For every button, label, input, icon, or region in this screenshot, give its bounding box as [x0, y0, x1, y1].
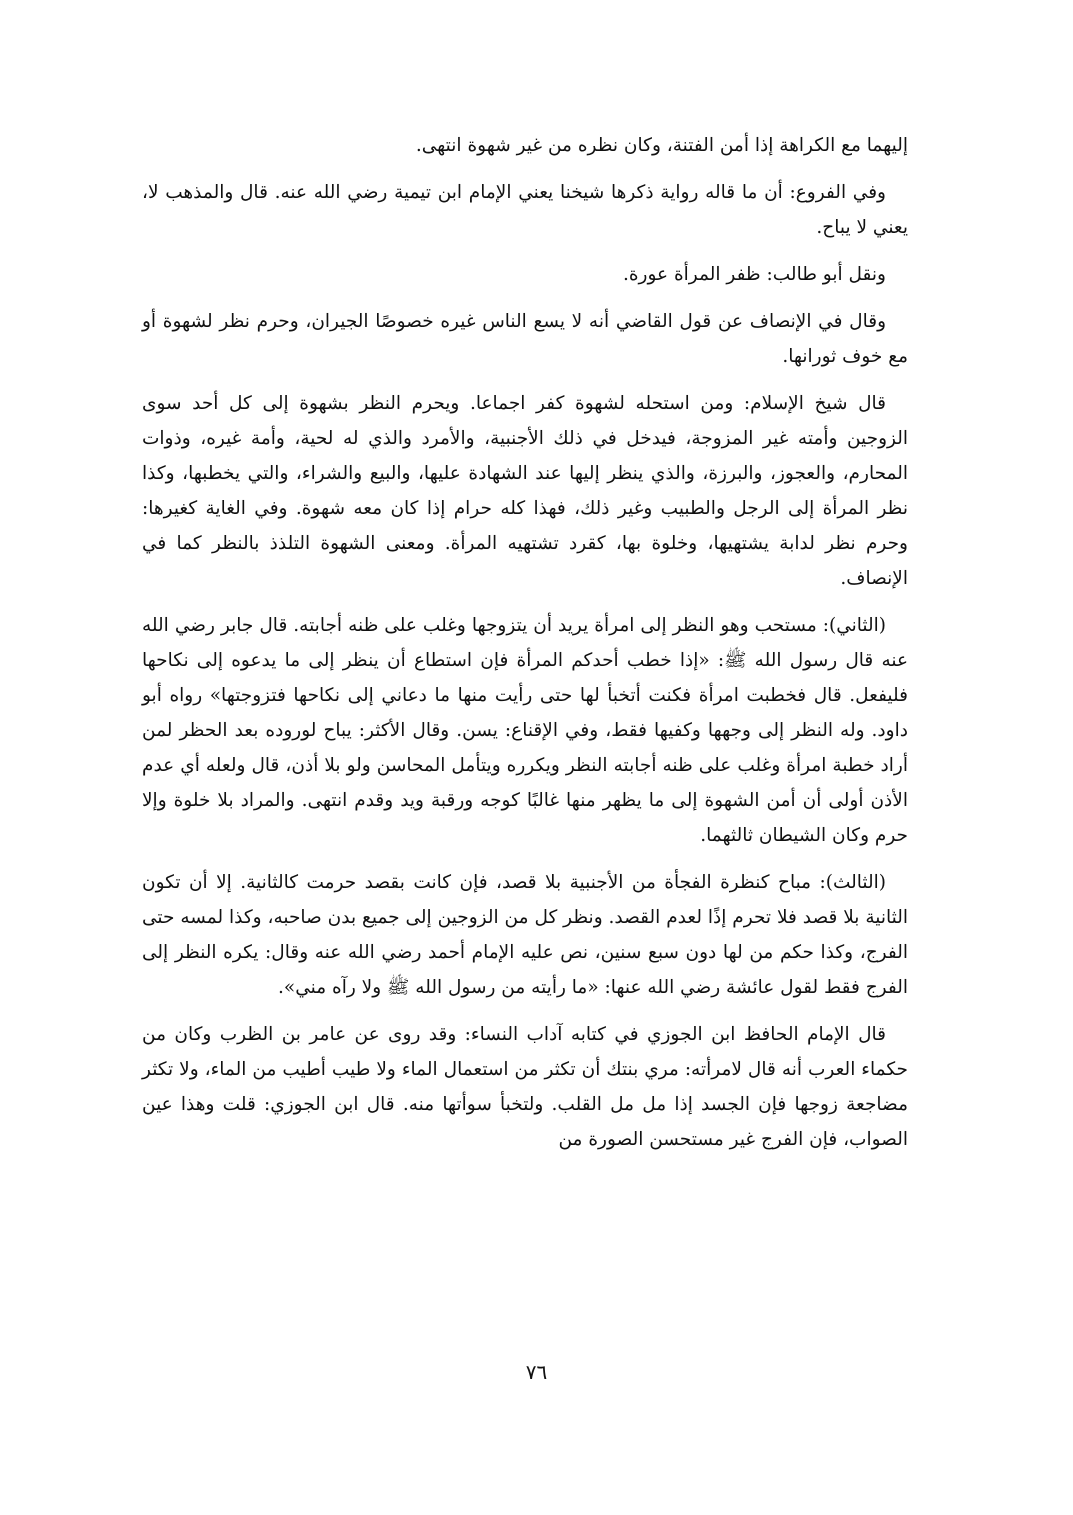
paragraph: قال شيخ الإسلام: ومن استحله لشهوة كفر اجماعا. ويحرم النظر بشهوة إلى كل أحد سوى الزوجين وأمته غير المزوجة، فيدخل في ذلك الأجنبية، والأمرد والذي له لحية، وأمة غيره، وذوات المحارم، والعجوز، والبرزة، والذي ينظر إليها عند الشهادة عليها، والبيع والشراء، والتي يخطبها، وكذا نظر المرأة إلى الرجل والطبيب وغير ذلك، فهذا كله حرام إذا كان معه شهوة. وفي الغاية كغيرها: وحرم نظر لدابة يشتهيها، وخلوة بها، كقرد تشتهيه المرأة. ومعنى الشهوة التلذذ بالنظر كما في الإنصاف.: [142, 393, 908, 589]
paragraph: إليهما مع الكراهة إذا أمن الفتنة، وكان نظره من غير شهوة انتهى.: [415, 135, 908, 156]
body-text: [142, 128, 908, 1169]
paragraph: ونقل أبو طالب: ظفر المرأة عورة.: [622, 264, 886, 285]
paragraph: وفي الفروع: أن ما قاله رواية ذكرها شيخنا يعني الإمام ابن تيمية رضي الله عنه. قال والمذهب لا، يعني لا يباح.: [142, 182, 908, 238]
paragraph: (الثاني): مستحب وهو النظر إلى امرأة يريد أن يتزوجها وغلب على ظنه أجابته. قال جابر رضي الله عنه قال رسول الله ﷺ: «إذا خطب أحدكم المرأة فإن استطاع أن ينظر إلى ما يدعوه إلى نكاحها فليفعل. قال فخطبت امرأة فكنت أتخبأ لها حتى رأيت منها ما دعاني إلى نكاحها فتزوجتها» رواه أبو داود. وله النظر إلى وجهها وكفيها فقط، وفي الإقناع: يسن. وقال الأكثر: يباح لوروده بعد الحظر لمن أراد خطبة امرأة وغلب على ظنه أجابته النظر ويكرره ويتأمل المحاسن ولو بلا أذن، قال ولعله أي عدم الأذن أولى أن أمن الشهوة إلى ما يظهر منها غالبًا كوجه ورقبة ويد وقدم انتهى. والمراد بلا خلوة وإلا حرم وكان الشيطان ثالثهما.: [142, 615, 908, 846]
paragraph: قال الإمام الحافظ ابن الجوزي في كتابه آداب النساء: وقد روى عن عامر بن الظرب وكان من حكماء العرب أنه قال لامرأته: مري بنتك أن تكثر من استعمال الماء ولا طيب أطيب من الماء، ولا تكثر مضاجعة زوجها فإن الجسد إذا مل مل القلب. ولتخبأ سوأتها منه. قال ابن الجوزي: قلت وهذا عين الصواب، فإن الفرج غير مستحسن الصورة من: [142, 1024, 908, 1150]
paragraph: (الثالث): مباح كنظرة الفجأة من الأجنبية بلا قصد، فإن كانت بقصد حرمت كالثانية. إلا أن تكون الثانية بلا قصد فلا تحرم إذًا لعدم القصد. ونظر كل من الزوجين إلى جميع بدن صاحبه، وكذا لمسه حتى الفرج، وكذا حكم من لها دون سبع سنين، نص عليه الإمام أحمد رضي الله عنه وقال: يكره النظر إلى الفرج فقط لقول عائشة رضي الله عنها: «ما رأيته من رسول الله ﷺ ولا رآه مني».: [142, 872, 908, 998]
paragraph: وقال في الإنصاف عن قول القاضي أنه لا يسع الناس غيره خصوصًا الجيران، وحرم نظر لشهوة أو مع خوف ثورانها.: [142, 311, 908, 367]
page-number: ٧٦: [525, 1360, 548, 1384]
